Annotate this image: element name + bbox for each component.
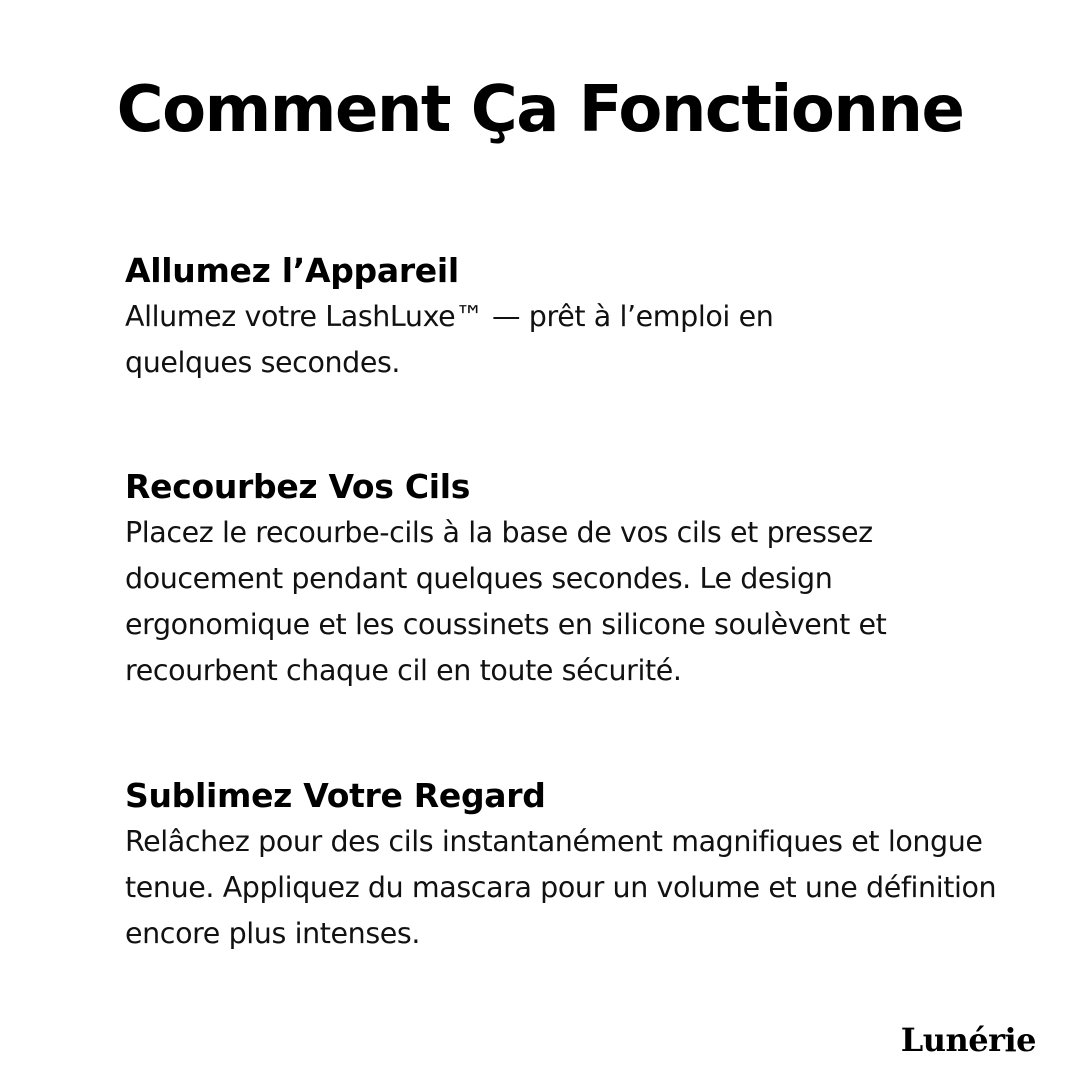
step-1-heading: Allumez l’Appareil [125, 251, 459, 290]
brand-logo: Lunérie [900, 1021, 1036, 1059]
page-title: Comment Ça Fonctionne [116, 73, 964, 147]
step-1-description: Allumez votre LashLuxe™ — prêt à l’emploi en quelques secondes. [125, 300, 774, 379]
step-3 [125, 773, 1025, 957]
step-2 [125, 464, 1025, 694]
step-1 [125, 248, 1025, 386]
step-2-description: Placez le recourbe-cils à la base de vos cils et pressez doucement pendant quelques secondes. Le design ergonomique et les coussinets en silicone soulèvent et recourbent chaque cil en toute sécurité. [125, 516, 887, 687]
step-2-heading: Recourbez Vos Cils [125, 467, 471, 506]
step-3-heading: Sublimez Votre Regard [125, 776, 546, 815]
step-3-description: Relâchez pour des cils instantanément magnifiques et longue tenue. Appliquez du mascara pour un volume et une définition encore plus intenses. [125, 825, 997, 950]
